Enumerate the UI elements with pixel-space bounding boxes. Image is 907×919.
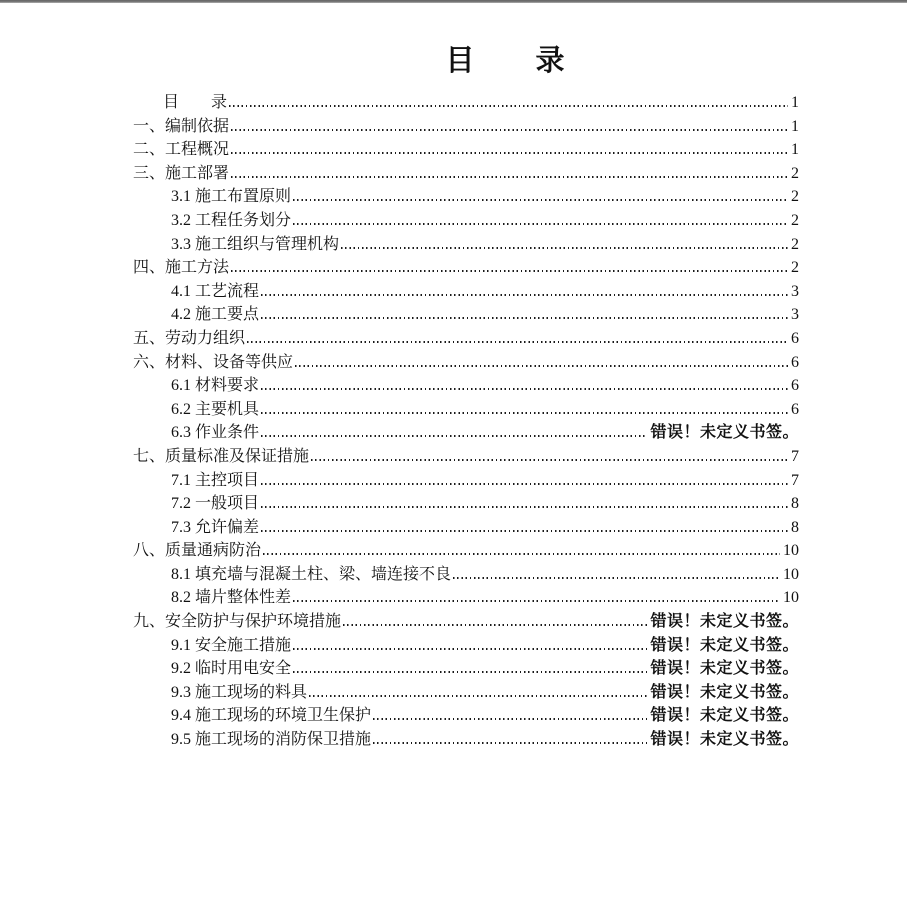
toc-entry-page: 10 (783, 542, 799, 560)
toc-entry-page: 7 (791, 471, 799, 489)
toc-entry-label: 9.1 安全施工措施 (171, 636, 292, 654)
toc-entry[interactable] (133, 539, 799, 563)
page-title: 目 录 (445, 45, 566, 77)
toc-entry-page: 1 (791, 94, 799, 111)
toc-entry[interactable] (133, 398, 799, 422)
toc-leader-dots (309, 695, 647, 697)
window-top-edge-bar (0, 0, 907, 3)
toc-entry-label: 9.5 施工现场的消防保卫措施 (171, 731, 372, 749)
toc-leader-dots (261, 435, 647, 437)
toc-entry-page: 10 (783, 565, 799, 583)
toc-leader-dots (261, 412, 788, 414)
toc-list (133, 91, 799, 752)
toc-entry-page: 错误！未定义书签。 (650, 636, 799, 654)
toc-entry-page: 2 (791, 188, 799, 206)
toc-leader-dots (373, 742, 647, 744)
toc-entry-label: 八、质量通病防治 (133, 542, 262, 560)
toc-entry[interactable] (133, 185, 799, 209)
toc-leader-dots (293, 648, 647, 650)
toc-entry-page: 错误！未定义书签。 (650, 683, 799, 701)
toc-leader-dots (341, 247, 788, 249)
toc-leader-dots (231, 152, 788, 154)
toc-leader-dots (231, 176, 788, 178)
toc-entry[interactable] (133, 162, 799, 186)
toc-entry[interactable] (133, 657, 799, 681)
toc-entry[interactable] (133, 256, 799, 280)
toc-leader-dots (261, 388, 788, 390)
toc-entry[interactable] (133, 728, 799, 752)
toc-entry-page: 错误！未定义书签。 (650, 613, 799, 631)
toc-entry[interactable] (133, 681, 799, 705)
toc-entry[interactable] (133, 445, 799, 469)
toc-entry[interactable] (133, 469, 799, 493)
toc-leader-dots (453, 577, 780, 579)
toc-entry-page: 1 (791, 141, 799, 159)
toc-entry[interactable] (133, 586, 799, 610)
toc-leader-dots (261, 530, 788, 532)
toc-entry-label: 六、材料、设备等供应 (133, 353, 294, 371)
toc-leader-dots (229, 105, 788, 107)
toc-entry-page: 6 (791, 329, 799, 347)
toc-entry-label: 7.3 允许偏差 (171, 518, 260, 536)
toc-entry-label: 七、质量标准及保证措施 (133, 447, 310, 465)
toc-entry-label: 8.1 填充墙与混凝土柱、梁、墙连接不良 (171, 565, 452, 583)
toc-entry[interactable] (133, 280, 799, 304)
toc-entry-label: 3.3 施工组织与管理机构 (171, 235, 340, 253)
toc-entry-label: 9.3 施工现场的料具 (171, 683, 308, 701)
toc-entry-label: 6.1 材料要求 (171, 377, 260, 395)
toc-leader-dots (261, 506, 788, 508)
toc-entry[interactable] (133, 610, 799, 634)
toc-leader-dots (293, 671, 647, 673)
toc-entry[interactable] (133, 516, 799, 540)
toc-entry-label: 九、安全防护与保护环境措施 (133, 613, 342, 631)
toc-leader-dots (311, 459, 788, 461)
toc-entry-page: 6 (791, 353, 799, 371)
toc-entry-page: 错误！未定义书签。 (650, 424, 799, 442)
toc-entry-page: 2 (791, 211, 799, 229)
toc-entry[interactable] (133, 303, 799, 327)
toc-entry[interactable] (133, 374, 799, 398)
toc-entry-label: 一、编制依据 (133, 117, 230, 135)
toc-entry-label: 五、劳动力组织 (133, 329, 246, 347)
toc-entry-page: 6 (791, 377, 799, 395)
toc-entry-page: 2 (791, 164, 799, 182)
toc-leader-dots (373, 718, 647, 720)
toc-entry[interactable] (133, 115, 799, 139)
toc-entry[interactable] (133, 563, 799, 587)
toc-entry[interactable] (133, 327, 799, 351)
toc-entry-label: 二、工程概况 (133, 141, 230, 159)
toc-entry-page: 2 (791, 235, 799, 253)
toc-entry-page: 3 (791, 306, 799, 324)
toc-entry[interactable] (133, 209, 799, 233)
toc-entry[interactable] (133, 421, 799, 445)
toc-entry-page: 8 (791, 518, 799, 536)
toc-leader-dots (295, 365, 788, 367)
toc-entry-page: 6 (791, 400, 799, 418)
toc-entry-label: 三、施工部署 (133, 164, 230, 182)
toc-entry-label: 9.4 施工现场的环境卫生保护 (171, 707, 372, 725)
toc-leader-dots (261, 483, 788, 485)
toc-entry[interactable] (133, 704, 799, 728)
toc-leader-dots (343, 624, 647, 626)
toc-entry[interactable] (133, 233, 799, 257)
toc-entry-page: 10 (783, 589, 799, 607)
toc-leader-dots (231, 270, 788, 272)
toc-leader-dots (293, 223, 788, 225)
toc-entry-label: 6.3 作业条件 (171, 424, 260, 442)
toc-entry-label: 4.2 施工要点 (171, 306, 260, 324)
toc-entry-label: 3.2 工程任务划分 (171, 211, 292, 229)
toc-entry-page: 错误！未定义书签。 (650, 707, 799, 725)
toc-entry[interactable] (133, 351, 799, 375)
toc-entry-label: 7.1 主控项目 (171, 471, 260, 489)
toc-entry-label: 6.2 主要机具 (171, 400, 260, 418)
toc-entry-label: 目 录 (163, 94, 228, 111)
toc-entry-label: 9.2 临时用电安全 (171, 660, 292, 678)
toc-leader-dots (247, 341, 788, 343)
toc-leader-dots (263, 553, 780, 555)
toc-entry-page: 错误！未定义书签。 (650, 731, 799, 749)
toc-entry-label: 7.2 一般项目 (171, 495, 260, 513)
toc-entry-label: 3.1 施工布置原则 (171, 188, 292, 206)
toc-leader-dots (261, 294, 788, 296)
toc-entry-page: 错误！未定义书签。 (650, 660, 799, 678)
toc-entry-label: 8.2 墙片整体性差 (171, 589, 292, 607)
toc-entry[interactable] (133, 91, 799, 115)
toc-entry[interactable] (133, 492, 799, 516)
toc-entry[interactable] (133, 138, 799, 162)
toc-entry[interactable] (133, 634, 799, 658)
toc-entry-label: 四、施工方法 (133, 259, 230, 277)
toc-leader-dots (293, 600, 780, 602)
toc-entry-page: 1 (791, 117, 799, 135)
toc-entry-label: 4.1 工艺流程 (171, 282, 260, 300)
toc-leader-dots (293, 199, 788, 201)
toc-leader-dots (261, 317, 788, 319)
toc-entry-page: 2 (791, 259, 799, 277)
toc-entry-page: 8 (791, 495, 799, 513)
toc-entry-page: 3 (791, 282, 799, 300)
toc-leader-dots (231, 129, 788, 131)
toc-entry-page: 7 (791, 447, 799, 465)
